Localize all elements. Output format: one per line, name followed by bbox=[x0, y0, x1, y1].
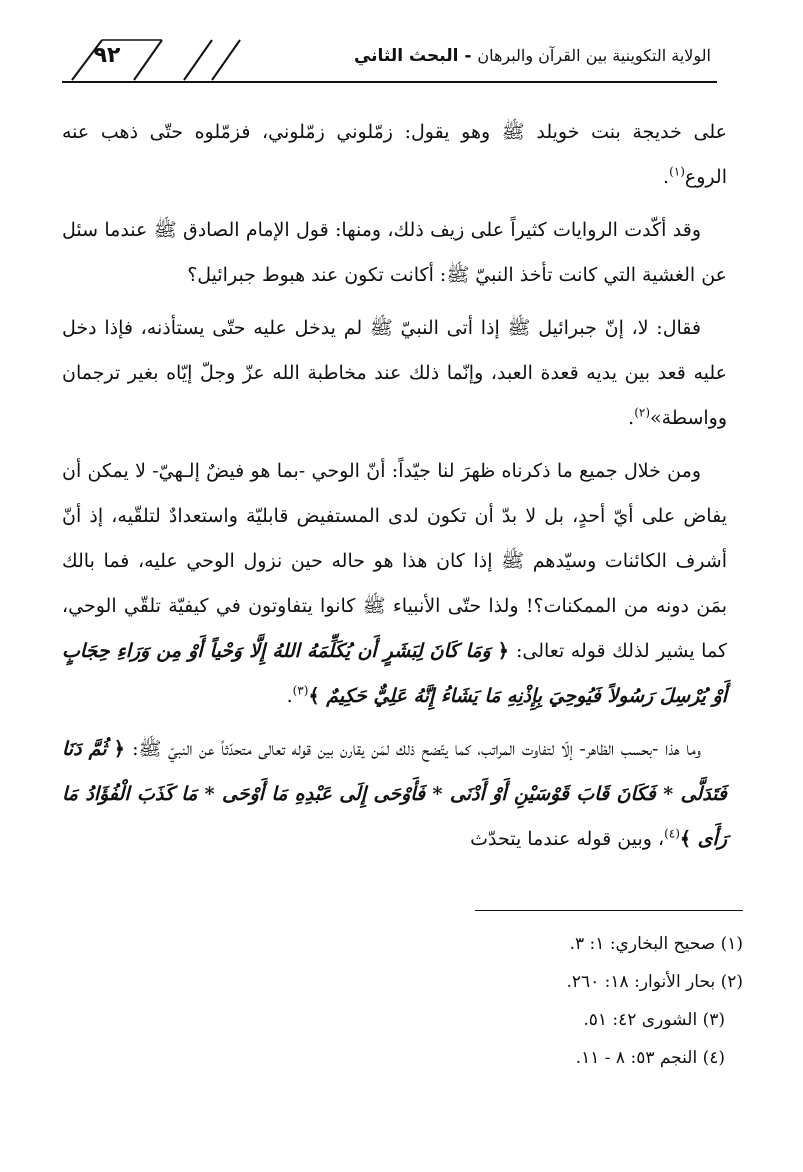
running-header bbox=[62, 34, 717, 86]
paragraph-4-end: . bbox=[286, 685, 293, 707]
paragraph-2-text: وقد أكّدت الروايات كثيراً على زيف ذلك، ومنها: قول الإمام الصادق ﷺ عندما سئل عن الغشية التي كانت تأخذ النبيّ ﷺ: أكانت تكون عند هبوط جبرائيل؟ bbox=[62, 219, 727, 286]
footnote-4: (٤) النجم ٥٣: ٨ - ١١. bbox=[575, 1048, 725, 1068]
quran-close-bracket: ﴾ bbox=[679, 828, 698, 850]
paragraph-1-end: . bbox=[663, 166, 670, 188]
body-text bbox=[62, 110, 727, 870]
footnote-ref-1[interactable]: (١) bbox=[669, 164, 685, 179]
running-title-separator: - bbox=[458, 46, 478, 66]
running-title-book: الولاية التكوينية بين القرآن والبرهان bbox=[477, 46, 711, 65]
page-number: ٩٢ bbox=[93, 43, 121, 68]
paragraph-3-end: . bbox=[628, 407, 635, 429]
paragraph-4-text: ومن خلال جميع ما ذكرناه ظهرَ لنا جيّداً: أنّ الوحي -بما هو فيضٌ إلـهيّ- لا يمكن أن يفاض على أيّ أحدٍ، بل لا بدّ أن تكون لدى المستفيض قابليّة واستعدادٌ لتلقّيه، إذ أنّ أشرف الكائنات وسيّدهم ﷺ إذا كان هذا هو حاله حين نزول الوحي عليه، فما بالك بمَن دونه من الممكنات؟! ولذا حتّى الأنبياء ﷺ كانوا يتفاوتون في كيفيّة تلقّي الوحي، كما يشير لذلك قوله تعالى: bbox=[62, 460, 727, 662]
footnote-rule bbox=[475, 910, 743, 911]
footnote-2: (٢) بحار الأنوار: ١٨: ٢٦٠. bbox=[566, 972, 743, 992]
paragraph-5-text: وما هذا -بحسب الظاهر- إلّا لتفاوت المراتب، كما يتّضح ذلك لمَن يقارن بين قوله تعالى متحدّثاً عن النبيّ ﷺ: bbox=[132, 738, 701, 760]
quran-open-bracket: ﴿ bbox=[490, 640, 516, 662]
footnote-ref-2[interactable]: (٢) bbox=[634, 405, 651, 420]
paragraph-3 bbox=[62, 306, 727, 441]
paragraph-1-text: على خديجة بنت خويلد ﷺ وهو يقول: زمّلوني زمّلوني، فزمّلوه حتّى ذهب عنه الروع bbox=[62, 121, 727, 188]
footnotes-list bbox=[383, 925, 743, 1077]
footnote-3: (٣) الشورى ٤٢: ٥١. bbox=[583, 1010, 725, 1030]
quran-verse-2: ثُمَّ دَنَا فَتَدَلَّى * فَكَانَ قَابَ قَوْسَيْنِ أَوْ أَدْنَى * فَأَوْحَى إِلَى عَبْدِهِ مَا أَوْحَى * مَا كَذَبَ الْفُؤَادُ مَا رَأَى bbox=[62, 738, 727, 850]
paragraph-5 bbox=[62, 727, 727, 862]
quran-close-bracket: ﴾ bbox=[308, 685, 327, 707]
footnote-1: (١) صحيح البخاري: ١: ٣. bbox=[569, 934, 743, 954]
footnote-ref-4[interactable]: (٤) bbox=[664, 826, 680, 841]
running-title bbox=[241, 46, 711, 66]
footnote-ref-3[interactable]: (٣) bbox=[292, 683, 309, 698]
paragraph-4 bbox=[62, 449, 727, 719]
quran-verse-1: وَمَا كَانَ لِبَشَرٍ أَن يُكَلِّمَهُ اللهُ إِلَّا وَحْياً أَوْ مِن وَرَاءِ حِجَابٍ أَوْ يُرْسِلَ رَسُولاً فَيُوحِيَ بِإِذْنِهِ مَا يَشَاءُ إِنَّهُ عَلِيٌّ حَكِيمٌ bbox=[62, 640, 727, 707]
header-slash-right bbox=[184, 40, 212, 80]
running-title-section: البحث الثاني bbox=[353, 46, 459, 66]
quran-open-bracket: ﴿ bbox=[106, 738, 133, 760]
paragraph-1 bbox=[62, 110, 727, 200]
header-slash-right2 bbox=[212, 40, 240, 80]
paragraph-5-end: ، وبين قوله عندما يتحدّث bbox=[470, 828, 665, 850]
paragraph-3-text: فقال: لا، إنّ جبرائيل ﷺ إذا أتى النبيّ ﷺ لم يدخل عليه حتّى يستأذنه، فإذا دخل عليه قعد بين يديه قعدة العبد، وإنّما ذلك عند مخاطبة الله عزّ وجلّ إيّاه بغير ترجمان وواسطة» bbox=[62, 317, 727, 429]
paragraph-2 bbox=[62, 208, 727, 298]
